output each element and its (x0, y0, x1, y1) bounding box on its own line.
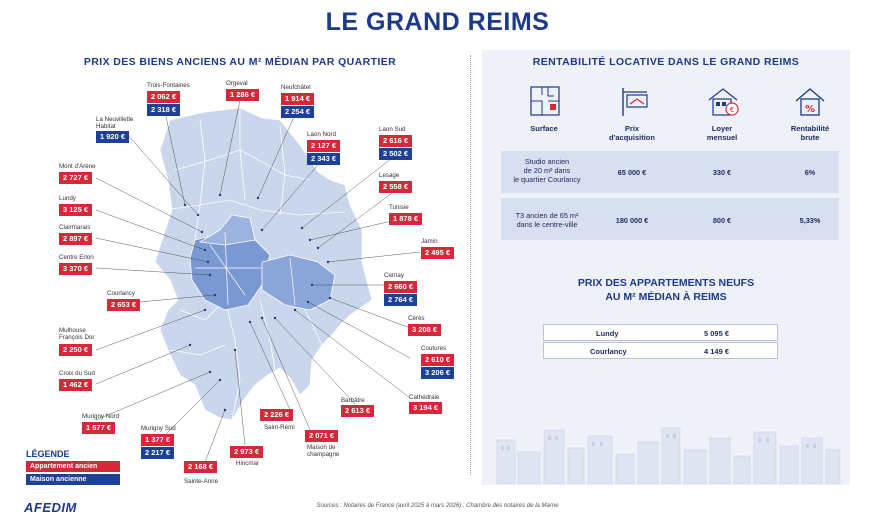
legend-appartement (26, 461, 120, 472)
price-ceres-appartement: 3 208 € (408, 324, 441, 336)
label-sainte-anne: Sainte-Anne (184, 478, 219, 485)
rentabilite-title: RENTABILITÉ LOCATIVE DANS LE GRAND REIMS (532, 56, 800, 68)
row2-loyer: 800 € (712, 216, 732, 225)
label-centre-erlon: Centre Erlon (59, 254, 94, 261)
label-jamin: Jamin (421, 238, 438, 245)
price-courlancy-appartement: 2 653 € (107, 299, 140, 311)
price-tunisie-appartement: 1 878 € (389, 213, 422, 225)
row1-surface-line2: de 20 m² dans (523, 166, 571, 175)
row1-prix: 65 000 € (617, 168, 647, 177)
row2-prix: 180 000 € (615, 216, 649, 225)
legend-title: LÉGENDE (26, 449, 70, 459)
price-neufchatel-maison: 2 254 € (281, 106, 314, 118)
svg-text:€: € (729, 106, 735, 114)
price-barbatre-appartement: 2 613 € (341, 405, 374, 417)
price-croix-du-sud-appartement: 1 462 € (59, 379, 92, 391)
label-la-neuvillette: La Neuvillette Habitat (96, 116, 134, 131)
city-skyline-illustration (492, 420, 842, 484)
price-hincmar-appartement: 2 973 € (230, 446, 263, 458)
price-trois-fontaines-appartement: 2 062 € (147, 91, 180, 103)
label-cathedrale: Cathédrale (409, 394, 440, 401)
price-murigny-sud-appartement: 1 377 € (141, 434, 174, 446)
svg-text:%: % (804, 104, 816, 115)
for-sale-sign-icon (617, 84, 651, 118)
neuf-courlancy-label: Courlancy (590, 347, 627, 356)
price-laon-nord-maison: 2 343 € (307, 153, 340, 165)
price-la-neuvillette-maison: 1 920 € (96, 131, 129, 143)
label-coutures: Coutures (421, 345, 447, 352)
section-divider (470, 55, 471, 475)
label-barbatre: Barbâtre (341, 397, 365, 404)
price-cathedrale-appartement: 3 194 € (409, 402, 442, 414)
neuf-row-courlancy (543, 342, 778, 359)
legend-appartement-label: Appartement ancien (26, 461, 120, 472)
label-croix-du-sud: Croix du Sud (59, 370, 95, 377)
price-murigny-sud-maison: 2 217 € (141, 447, 174, 459)
price-laon-sud-maison: 2 502 € (379, 148, 412, 160)
col-rentabilite: Rentabilité brute (790, 124, 830, 143)
label-ceres: Cérès (408, 315, 425, 322)
col-prix: Prix d'acquisition (609, 124, 655, 143)
label-trois-fontaines: Trois-Fontaines (147, 82, 190, 89)
price-jamin-appartement: 2 495 € (421, 247, 454, 259)
label-cernay: Cernay (384, 272, 404, 279)
label-laon-sud: Laon Sud (379, 126, 406, 133)
price-mont-arene-appartement: 2 727 € (59, 172, 92, 184)
sources-text: Sources : Notaires de France (avril 2025 à mars 2026) ; Chambre des notaires de la Marne (316, 503, 559, 509)
label-mont-arene: Mont d'Arène (59, 163, 96, 170)
row2-surface-line1: T3 ancien de 65 m² (515, 211, 579, 220)
label-murigny-nord: Murigny Nord (82, 413, 120, 420)
page-title: LE GRAND REIMS (325, 8, 550, 36)
floorplan-icon (528, 84, 562, 118)
neuf-lundy-value: 5 095 € (704, 329, 730, 338)
price-lundy-appartement: 3 125 € (59, 204, 92, 216)
label-neufchatel: Neufchâtel (281, 84, 311, 91)
neuf-row-lundy (543, 324, 778, 341)
price-cernay-appartement: 2 660 € (384, 281, 417, 293)
price-cernay-maison: 2 764 € (384, 294, 417, 306)
row1-renta: 6% (804, 168, 816, 177)
label-lundy: Lundy (59, 195, 76, 202)
price-lesage-appartement: 2 558 € (379, 181, 412, 193)
price-mulhouse-appartement: 2 250 € (59, 344, 92, 356)
price-centre-erlon-appartement: 3 370 € (59, 263, 92, 275)
label-laon-nord: Laon Nord (307, 131, 336, 138)
label-murigny-sud: Murigny Sud (141, 425, 176, 432)
price-saint-remi-appartement: 2 226 € (260, 409, 293, 421)
neuf-title (482, 276, 850, 304)
price-laon-sud-appartement: 2 616 € (379, 135, 412, 147)
label-orgeval: Orgeval (226, 80, 248, 87)
row2-renta: 5,33% (799, 216, 821, 225)
col-loyer: Loyer mensuel (706, 124, 738, 143)
label-maison-de-champagne: Maison de champagne (307, 444, 340, 459)
row2-surface-line2: dans le centre-ville (516, 220, 578, 229)
price-coutures-maison: 3 206 € (421, 367, 454, 379)
price-maison-champagne-appartement: 2 071 € (305, 430, 338, 442)
price-murigny-nord-appartement: 1 577 € (82, 422, 115, 434)
label-mulhouse-francois-dor: Mulhouse François Dor (59, 327, 95, 342)
col-surface: Surface (530, 124, 558, 133)
neuf-title-line1: PRIX DES APPARTEMENTS NEUFS (577, 277, 755, 289)
row1-surface-line3: le quartier Courlancy (513, 175, 581, 184)
label-lesage: Lesage (379, 172, 400, 179)
label-hincmar: Hincmar (236, 460, 260, 467)
legend-maison (26, 474, 120, 485)
house-percent-icon (793, 84, 827, 118)
label-courlancy: Courlancy (107, 290, 135, 297)
label-saint-remi: Saint-Rémi (264, 424, 295, 431)
price-clairmarais-appartement: 2 897 € (59, 233, 92, 245)
neuf-lundy-label: Lundy (596, 329, 619, 338)
afedim-logo: AFEDIM (24, 500, 77, 515)
price-laon-nord-appartement: 2 127 € (307, 140, 340, 152)
label-clairmarais: Clairmarais (59, 224, 91, 231)
row1-loyer: 330 € (712, 168, 732, 177)
legend-maison-label: Maison ancienne (26, 474, 120, 485)
price-orgeval-appartement: 1 286 € (226, 89, 259, 101)
label-tunisie: Tunisie (389, 204, 409, 211)
neuf-courlancy-value: 4 149 € (704, 347, 730, 356)
building-euro-icon (706, 84, 740, 118)
price-neufchatel-appartement: 1 914 € (281, 93, 314, 105)
price-sainte-anne-appartement: 2 168 € (184, 461, 217, 473)
map-section-title: PRIX DES BIENS ANCIENS AU M² MÉDIAN PAR QUARTIER (83, 56, 397, 68)
neuf-title-line2: AU M² MÉDIAN À REIMS (605, 291, 727, 304)
row1-surface-line1: Studio ancien (524, 157, 570, 166)
price-trois-fontaines-maison: 2 318 € (147, 104, 180, 116)
price-coutures-appartement: 2 610 € (421, 354, 454, 366)
